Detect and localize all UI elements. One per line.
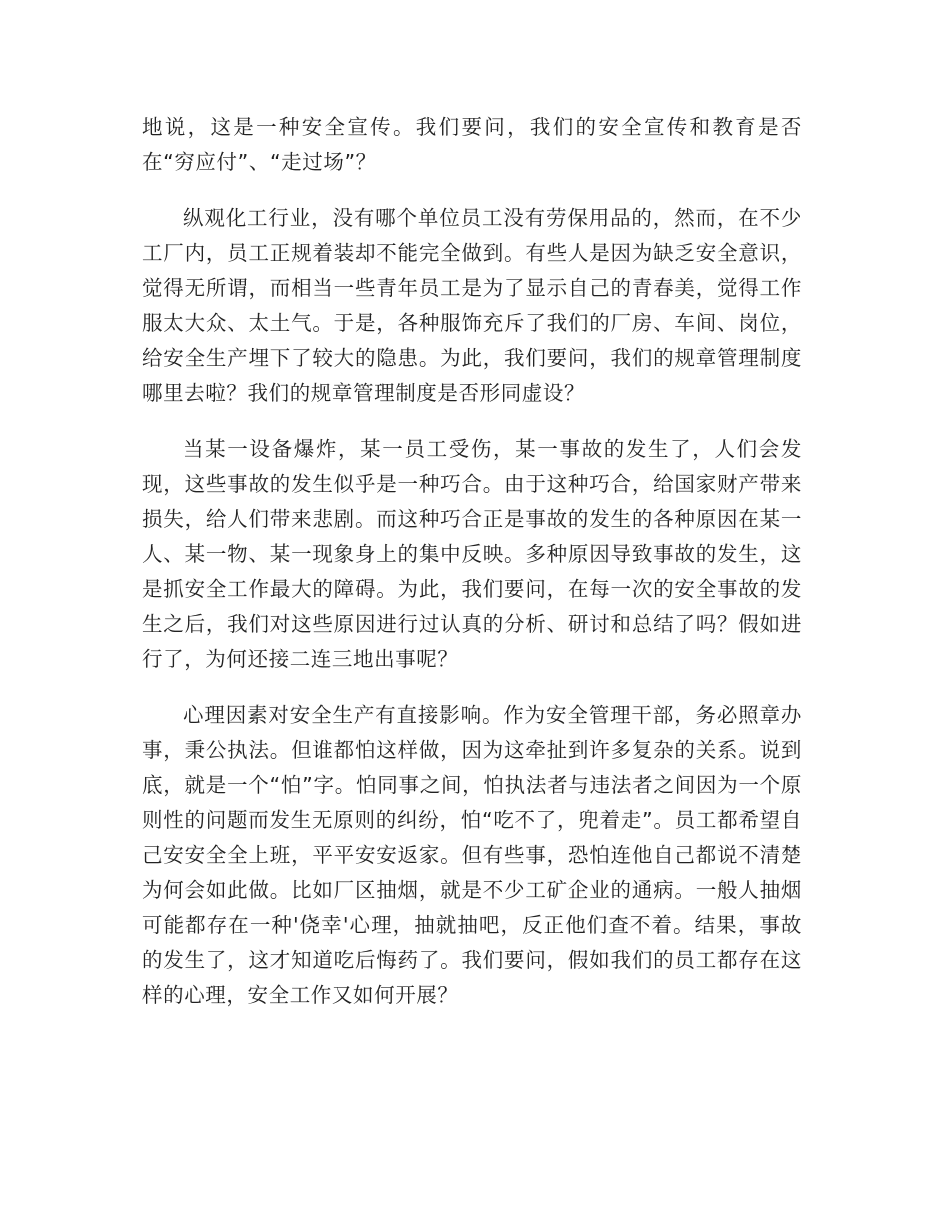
paragraph-2: 纵观化工行业，没有哪个单位员工没有劳保用品的，然而，在不少工厂内，员工正规着装却不能完全做到。有些人是因为缺乏安全意识，觉得无所谓，而相当一些青年员工是为了显示自己的青春美，觉得工作服太大众、太土气。于是，各种服饰充斥了我们的厂房、车间、岗位，给安全生产埋下了较大的隐患。为此，我们要问，我们的规章管理制度哪里去啦？我们的规章管理制度是否形同虚设？ bbox=[142, 206, 802, 405]
paragraph-1: 地说，这是一种安全宣传。我们要问，我们的安全宣传和教育是否在“穷应付”、“走过场”？ bbox=[142, 115, 802, 174]
paragraph-3: 当某一设备爆炸，某一员工受伤，某一事故的发生了，人们会发现，这些事故的发生似乎是一种巧合。由于这种巧合，给国家财产带来损失，给人们带来悲剧。而这种巧合正是事故的发生的各种原因在某一人、某一物、某一现象身上的集中反映。多种原因导致事故的发生，这是抓安全工作最大的障碍。为此，我们要问，在每一次的安全事故的发生之后，我们对这些原因进行过认真的分析、研讨和总结了吗？假如进行了，为何还接二连三地出事呢？ bbox=[142, 437, 802, 671]
paragraph-4: 心理因素对安全生产有直接影响。作为安全管理干部，务必照章办事，秉公执法。但谁都怕这样做，因为这牵扯到许多复杂的关系。说到底，就是一个“怕”字。怕同事之间，怕执法者与违法者之间因为一个原则性的问题而发生无原则的纠纷，怕“吃不了，兜着走”。员工都希望自己安安全全上班，平平安安返家。但有些事，恐怕连他自己都说不清楚为何会如此做。比如厂区抽烟，就是不少工矿企业的通病。一般人抽烟可能都存在一种'侥幸'心理，抽就抽吧，反正他们查不着。结果，事故的发生了，这才知道吃后悔药了。我们要问，假如我们的员工都存在这样的心理，安全工作又如何开展？ bbox=[142, 703, 802, 1007]
document-body bbox=[142, 110, 802, 1034]
